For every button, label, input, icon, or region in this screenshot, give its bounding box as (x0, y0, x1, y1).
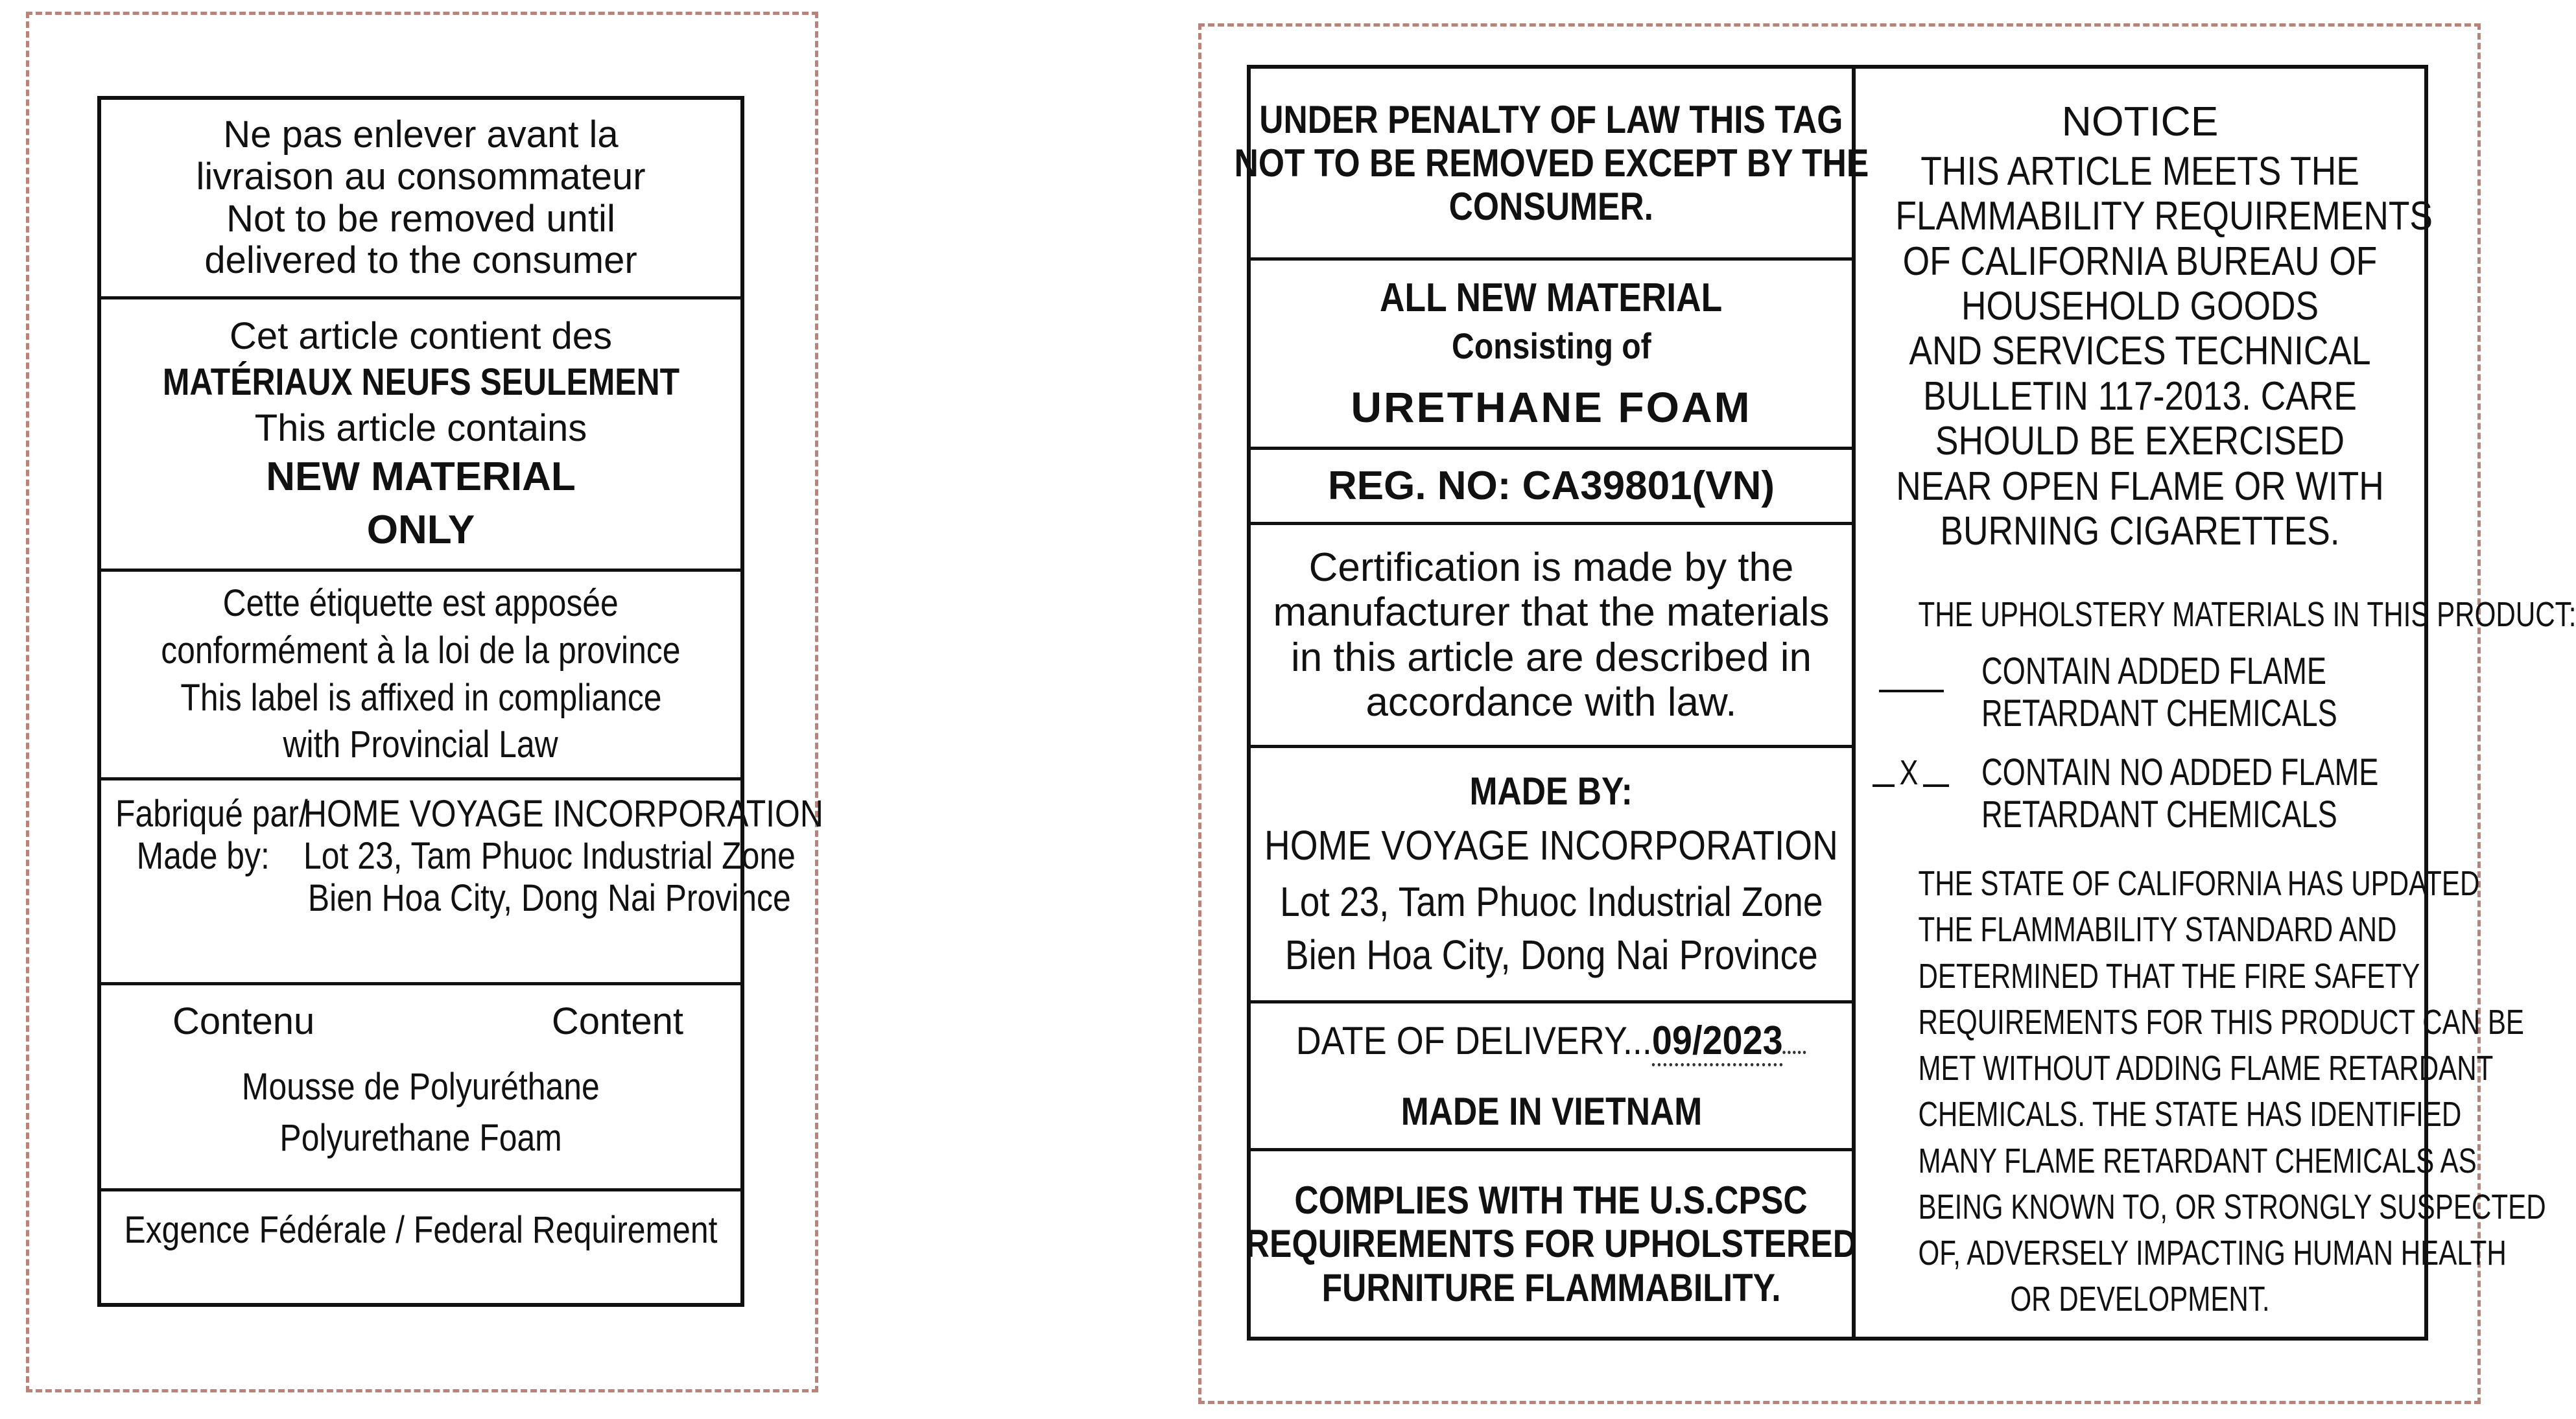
content-label-fr: Contenu (172, 1000, 315, 1042)
fr-intro-text: Cet article contient des (230, 314, 612, 357)
notice-title: NOTICE (2061, 98, 2219, 145)
state-notice-line: BEING KNOWN TO, OR STRONGLY SUSPECTED (1918, 1187, 2546, 1226)
certification-line: in this article are described in (1291, 635, 1812, 680)
consisting-of-text: Consisting of (1451, 325, 1651, 366)
notice-line: SHOULD BE EXERCISED (1935, 419, 2345, 464)
address-line: Bien Hoa City, Dong Nai Province (1284, 931, 1818, 978)
state-notice-line: CHEMICALS. THE STATE HAS IDENTIFIED (1918, 1095, 2462, 1134)
registration-section (1251, 450, 1852, 525)
penalty-line: CONSUMER. (1448, 185, 1654, 229)
delivery-date-label: DATE OF DELIVERY... (1296, 1018, 1653, 1062)
option-line: RETARDANT CHEMICALS (1981, 793, 2337, 836)
manufacturer-section (1251, 748, 1852, 1003)
provincial-law-line: with Provincial Law (283, 723, 559, 766)
option-no-added-chemicals-text (1981, 752, 2378, 836)
en-intro-text: This article contains (254, 406, 587, 449)
en-only-text: ONLY (366, 507, 475, 552)
new-material-section (101, 299, 740, 572)
penalty-line: NOT TO BE REMOVED EXCEPT BY THE (1234, 141, 1869, 185)
option-line: RETARDANT CHEMICALS (1981, 692, 2337, 734)
certification-line: manufacturer that the materials (1273, 590, 1830, 635)
removal-warning-section (101, 100, 740, 299)
option-added-chemicals-text (1981, 651, 2337, 735)
made-by-label-fr: Fabriqué par/ (115, 793, 308, 835)
state-notice-line: REQUIREMENTS FOR THIS PRODUCT CAN BE (1918, 1002, 2525, 1042)
penalty-section (1234, 69, 1869, 261)
registration-number: REG. NO: CA39801(VN) (1327, 463, 1775, 508)
delivery-section (1251, 1003, 1852, 1151)
california-state-notice (1856, 861, 2546, 1323)
state-notice-line: OF, ADVERSELY IMPACTING HUMAN HEALTH (1918, 1234, 2507, 1273)
removal-warning-line: delivered to the consumer (204, 239, 637, 282)
material-section (1251, 261, 1852, 450)
notice-line: BURNING CIGARETTES. (1940, 509, 2340, 554)
state-notice-line: THE STATE OF CALIFORNIA HAS UPDATED (1918, 864, 2480, 903)
content-label-en: Content (551, 1000, 683, 1042)
penalty-line: UNDER PENALTY OF LAW THIS TAG (1259, 97, 1843, 141)
cpsc-compliance-section (1245, 1151, 1858, 1337)
state-notice-line: MANY FLAME RETARDANT CHEMICALS AS (1918, 1141, 2477, 1180)
canadian-law-label (97, 96, 823, 1307)
option-line: CONTAIN NO ADDED FLAME (1981, 751, 2379, 793)
certification-line: accordance with law. (1365, 679, 1737, 725)
state-notice-line: OR DEVELOPMENT. (2010, 1280, 2270, 1319)
notice-line: THIS ARTICLE MEETS THE (1920, 148, 2359, 194)
notice-line: OF CALIFORNIA BUREAU OF (1902, 239, 2378, 284)
cpsc-line: COMPLIES WITH THE U.S.CPSC (1294, 1179, 1808, 1223)
removal-warning-line: Not to be removed until (226, 197, 615, 240)
notice-line: HOUSEHOLD GOODS (1961, 283, 2319, 329)
removal-warning-line: livraison au consommateur (196, 155, 646, 198)
manufacturer-section (101, 780, 823, 985)
california-law-label (1234, 65, 2576, 1341)
notice-line: BULLETIN 117-2013. CARE (1923, 373, 2357, 419)
urethane-foam-text: URETHANE FOAM (1351, 382, 1752, 431)
state-notice-line: THE FLAMMABILITY STANDARD AND (1918, 910, 2397, 950)
content-value-fr: Mousse de Polyuréthane (242, 1066, 600, 1108)
state-notice-line: DETERMINED THAT THE FIRE SAFETY (1918, 956, 2420, 996)
all-new-material-text: ALL NEW MATERIAL (1380, 276, 1723, 321)
blank-checkbox-line (1873, 651, 1970, 694)
country-of-origin: MADE IN VIETNAM (1400, 1090, 1702, 1134)
state-notice-line: MET WITHOUT ADDING FLAME RETARDANT (1918, 1049, 2494, 1088)
address-line: Lot 23, Tam Phuoc Industrial Zone (1279, 878, 1823, 926)
content-section (101, 985, 740, 1191)
provincial-law-line: conformément à la loi de la province (161, 629, 681, 672)
notice-block (1856, 98, 2433, 554)
certification-line: Certification is made by the (1308, 545, 1794, 590)
notice-line: FLAMMABILITY REQUIREMENTS (1895, 194, 2433, 239)
certification-section (1251, 525, 1852, 748)
made-by-label: MADE BY: (1469, 769, 1633, 814)
cpsc-line: REQUIREMENTS FOR UPHOLSTERED (1245, 1222, 1858, 1266)
address-line: Bien Hoa City, Dong Nai Province (307, 876, 791, 919)
manufacturer-address (303, 793, 823, 920)
law-label-right-column (1856, 69, 2576, 1337)
company-name: HOME VOYAGE INCORPORATION (1264, 821, 1838, 869)
federal-requirement-text: Exgence Fédérale / Federal Requirement (124, 1209, 718, 1251)
removal-warning-line: Ne pas enlever avant la (223, 113, 619, 156)
delivery-date-row (1296, 1018, 1806, 1066)
federal-section (101, 1191, 740, 1303)
upholstery-heading (1856, 595, 2576, 634)
provincial-law-line: Cette étiquette est apposée (222, 581, 619, 624)
provincial-law-section (101, 572, 740, 780)
made-by-label (115, 793, 308, 878)
company-name: HOME VOYAGE INCORPORATION (303, 793, 823, 835)
en-new-material-text: NEW MATERIAL (266, 454, 576, 500)
notice-line: AND SERVICES TECHNICAL (1909, 329, 2371, 374)
dotted-leader (1783, 1051, 1806, 1054)
option-line: CONTAIN ADDED FLAME (1981, 650, 2327, 692)
checked-checkbox (1873, 752, 1970, 795)
provincial-law-line: This label is affixed in compliance (180, 676, 662, 719)
fr-new-material-text: MATÉRIAUX NEUFS SEULEMENT (162, 360, 679, 403)
address-line: Lot 23, Tam Phuoc Industrial Zone (303, 834, 796, 877)
delivery-date-value: 09/2023 (1652, 1018, 1783, 1066)
cpsc-line: FURNITURE FLAMMABILITY. (1321, 1265, 1781, 1309)
made-by-label-en: Made by: (136, 834, 270, 877)
checkbox-mark: X (1899, 753, 1919, 792)
upholstery-heading-text: THE UPHOLSTERY MATERIALS IN THIS PRODUCT: (1918, 595, 2576, 634)
content-value-en: Polyurethane Foam (279, 1116, 562, 1159)
notice-line: NEAR OPEN FLAME OR WITH (1896, 463, 2384, 509)
law-label-left-column (1234, 69, 1869, 1337)
